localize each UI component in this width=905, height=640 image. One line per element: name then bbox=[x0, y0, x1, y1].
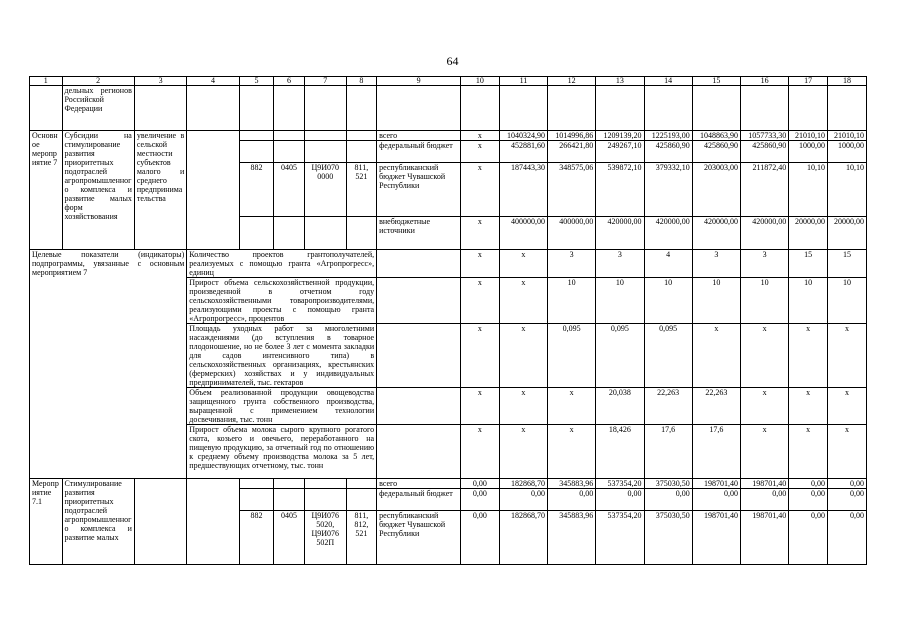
value-cell: 10 bbox=[692, 278, 740, 324]
value-cell: 3 bbox=[548, 250, 596, 278]
source-label: внебюджетные источники bbox=[377, 217, 461, 250]
value-cell: x bbox=[499, 388, 547, 425]
source-label: всего bbox=[377, 479, 461, 489]
value-cell: 0,00 bbox=[692, 489, 740, 511]
value-cell: x bbox=[740, 324, 788, 388]
value-cell: 425860,90 bbox=[740, 141, 788, 163]
header-row bbox=[30, 77, 867, 86]
value-cell: 3 bbox=[740, 250, 788, 278]
value-cell: x bbox=[461, 163, 500, 217]
value-cell: x bbox=[499, 425, 547, 479]
value-cell: 10 bbox=[596, 278, 644, 324]
value-cell: 345883,96 bbox=[548, 479, 596, 489]
code-vr: 811, 521 bbox=[346, 163, 376, 217]
value-cell: 0,00 bbox=[828, 479, 867, 489]
value-cell: 3 bbox=[596, 250, 644, 278]
value-cell: x bbox=[499, 324, 547, 388]
value-cell: x bbox=[789, 425, 828, 479]
value-cell: 203003,00 bbox=[692, 163, 740, 217]
value-cell: 0,00 bbox=[789, 511, 828, 565]
value-cell: 10,10 bbox=[789, 163, 828, 217]
value-cell: 0,095 bbox=[548, 324, 596, 388]
value-cell: 187443,30 bbox=[499, 163, 547, 217]
value-cell: 10 bbox=[644, 278, 692, 324]
table-row bbox=[30, 131, 867, 141]
event-title: Субсидии на стимулирование развития приоритетных подотраслей агропромышленного комплекса и развитие малых форм хозяйствования bbox=[62, 131, 134, 250]
value-cell: 1048863,90 bbox=[692, 131, 740, 141]
value-cell: 1000,00 bbox=[828, 141, 867, 163]
value-cell: x bbox=[548, 425, 596, 479]
value-cell: 1209139,20 bbox=[596, 131, 644, 141]
value-cell: 420000,00 bbox=[692, 217, 740, 250]
value-cell: 1057733,30 bbox=[740, 131, 788, 141]
header-cell: 6 bbox=[274, 77, 304, 86]
value-cell: 10,10 bbox=[828, 163, 867, 217]
budget-table bbox=[29, 76, 867, 565]
source-label: всего bbox=[377, 131, 461, 141]
value-cell: 0,00 bbox=[596, 489, 644, 511]
value-cell: x bbox=[461, 217, 500, 250]
value-cell: 211872,40 bbox=[740, 163, 788, 217]
header-cell: 16 bbox=[740, 77, 788, 86]
value-cell: 537354,20 bbox=[596, 479, 644, 489]
header-cell: 3 bbox=[134, 77, 186, 86]
value-cell: 10 bbox=[740, 278, 788, 324]
value-cell: 22,263 bbox=[644, 388, 692, 425]
code-rz: 0405 bbox=[274, 163, 304, 217]
value-cell: 0,00 bbox=[548, 489, 596, 511]
header-cell: 14 bbox=[644, 77, 692, 86]
value-cell: 198701,40 bbox=[740, 511, 788, 565]
value-cell: x bbox=[461, 425, 500, 479]
code-csr: Ц9И070 0000 bbox=[304, 163, 346, 217]
value-cell: 379332,10 bbox=[644, 163, 692, 217]
value-cell: x bbox=[499, 250, 547, 278]
event-goal: увеличение в сельской местности субъектов малого и среднего предпринимательства bbox=[134, 131, 186, 250]
code-csr: Ц9И076 5020, Ц9И076 502П bbox=[304, 511, 346, 565]
value-cell: 425860,90 bbox=[692, 141, 740, 163]
value-cell: 21010,10 bbox=[789, 131, 828, 141]
value-cell: 539872,10 bbox=[596, 163, 644, 217]
value-cell: x bbox=[461, 388, 500, 425]
value-cell: 0,00 bbox=[461, 511, 500, 565]
page-number: 64 bbox=[446, 54, 459, 68]
value-cell: 0,00 bbox=[461, 489, 500, 511]
header-cell: 18 bbox=[828, 77, 867, 86]
source-label: республиканский бюджет Чувашской Республики bbox=[377, 511, 461, 565]
indicator-text: Прирост объема сельскохозяйственной продукции, произведенной в отчетном году сельскохозяйственными товаропроизводителями, реализующими проекты с помощью гранта «Агропрогресс», процентов bbox=[187, 278, 377, 324]
value-cell: 22,263 bbox=[692, 388, 740, 425]
table-row bbox=[30, 86, 867, 131]
value-cell: 20000,00 bbox=[789, 217, 828, 250]
value-cell: 375030,50 bbox=[644, 511, 692, 565]
header-cell: 17 bbox=[789, 77, 828, 86]
value-cell: 400000,00 bbox=[499, 217, 547, 250]
value-cell: x bbox=[789, 324, 828, 388]
source-label: федеральный бюджет bbox=[377, 141, 461, 163]
value-cell: 0,00 bbox=[461, 479, 500, 489]
value-cell: 0,00 bbox=[644, 489, 692, 511]
event-title: Стимулирование развития приоритетных подотраслей агропромышленного комплекса и развитие малых bbox=[62, 479, 134, 565]
value-cell: 15 bbox=[789, 250, 828, 278]
value-cell: x bbox=[828, 425, 867, 479]
value-cell: 17,6 bbox=[692, 425, 740, 479]
value-cell: 10 bbox=[789, 278, 828, 324]
indicator-text: Прирост объема молока сырого крупного рогатого скота, козьего и овечьего, переработанного на пищевую продукцию, за отчетный год по отношению к среднему объему производства молока за 5 лет, предшествующих отчетному, тыс. тонн bbox=[187, 425, 377, 479]
header-cell: 9 bbox=[377, 77, 461, 86]
header-cell: 12 bbox=[548, 77, 596, 86]
value-cell: 0,00 bbox=[828, 511, 867, 565]
value-cell: x bbox=[461, 131, 500, 141]
value-cell: x bbox=[789, 388, 828, 425]
value-cell: x bbox=[548, 388, 596, 425]
event-label: Основное мероприятие 7 bbox=[30, 131, 63, 250]
indicator-text: Площадь уходных работ за многолетними насаждениями (до вступления в товарное плодоношение, но не более 3 лет с момента закладки для садов интенсивного типа) в сельскохозяйственных организациях, крестьянских (фермерских) хозяйствах и у индивидуальных предпринимателей, тыс. гектаров bbox=[187, 324, 377, 388]
value-cell: 0,00 bbox=[499, 489, 547, 511]
value-cell: x bbox=[692, 324, 740, 388]
value-cell: 182868,70 bbox=[499, 511, 547, 565]
value-cell: 452881,60 bbox=[499, 141, 547, 163]
value-cell: 4 bbox=[644, 250, 692, 278]
value-cell: x bbox=[499, 278, 547, 324]
indicator-text: Объем реализованной продукции овощеводства защищенного грунта собственного производства, выращенной с применением технологии досвечивания, тыс. тонн bbox=[187, 388, 377, 425]
source-label: федеральный бюджет bbox=[377, 489, 461, 511]
indicators-label: Целевые показатели (индикаторы) подпрограммы, увязанные с основным мероприятием 7 bbox=[30, 250, 187, 479]
value-cell: 0,095 bbox=[596, 324, 644, 388]
header-cell: 2 bbox=[62, 77, 134, 86]
value-cell: 420000,00 bbox=[644, 217, 692, 250]
value-cell: x bbox=[828, 324, 867, 388]
value-cell: 198701,40 bbox=[740, 479, 788, 489]
source-label: республиканский бюджет Чувашской Республики bbox=[377, 163, 461, 217]
value-cell: 20000,00 bbox=[828, 217, 867, 250]
code-gr: 882 bbox=[239, 511, 274, 565]
value-cell: 420000,00 bbox=[596, 217, 644, 250]
header-cell: 8 bbox=[346, 77, 376, 86]
value-cell: 10 bbox=[828, 278, 867, 324]
value-cell: 420000,00 bbox=[740, 217, 788, 250]
value-cell: x bbox=[461, 324, 500, 388]
value-cell: 0,095 bbox=[644, 324, 692, 388]
value-cell: 0,00 bbox=[740, 489, 788, 511]
header-cell: 7 bbox=[304, 77, 346, 86]
value-cell: 0,00 bbox=[789, 479, 828, 489]
table-row bbox=[30, 479, 867, 489]
indicator-row bbox=[30, 250, 867, 278]
code-rz: 0405 bbox=[274, 511, 304, 565]
value-cell: 182868,70 bbox=[499, 479, 547, 489]
code-gr: 882 bbox=[239, 163, 274, 217]
value-cell: 375030,50 bbox=[644, 479, 692, 489]
value-cell: 348575,06 bbox=[548, 163, 596, 217]
value-cell: 21010,10 bbox=[828, 131, 867, 141]
value-cell: 18,426 bbox=[596, 425, 644, 479]
header-cell: 5 bbox=[239, 77, 274, 86]
value-cell: 15 bbox=[828, 250, 867, 278]
value-cell: 266421,80 bbox=[548, 141, 596, 163]
value-cell: 1225193,00 bbox=[644, 131, 692, 141]
code-vr: 811, 812, 521 bbox=[346, 511, 376, 565]
header-cell: 4 bbox=[187, 77, 239, 86]
header-cell: 15 bbox=[692, 77, 740, 86]
value-cell: 537354,20 bbox=[596, 511, 644, 565]
value-cell: 345883,96 bbox=[548, 511, 596, 565]
value-cell: 3 bbox=[692, 250, 740, 278]
header-cell: 10 bbox=[461, 77, 500, 86]
value-cell: x bbox=[461, 141, 500, 163]
event-label: Мероприятие 7.1 bbox=[30, 479, 63, 565]
value-cell: 17,6 bbox=[644, 425, 692, 479]
value-cell: x bbox=[740, 425, 788, 479]
value-cell: 1000,00 bbox=[789, 141, 828, 163]
indicator-text: Количество проектов грантополучателей, реализуемых с помощью гранта «Агропрогресс», единиц bbox=[187, 250, 377, 278]
cell-text: дельных регионов Российской Федерации bbox=[62, 86, 134, 131]
value-cell: x bbox=[461, 278, 500, 324]
value-cell: 249267,10 bbox=[596, 141, 644, 163]
value-cell: x bbox=[828, 388, 867, 425]
value-cell: x bbox=[461, 250, 500, 278]
value-cell: 425860,90 bbox=[644, 141, 692, 163]
value-cell: 198701,40 bbox=[692, 479, 740, 489]
value-cell: 1014996,86 bbox=[548, 131, 596, 141]
value-cell: 198701,40 bbox=[692, 511, 740, 565]
value-cell: 20,038 bbox=[596, 388, 644, 425]
header-cell: 1 bbox=[30, 77, 63, 86]
header-cell: 13 bbox=[596, 77, 644, 86]
value-cell: 10 bbox=[548, 278, 596, 324]
value-cell: x bbox=[740, 388, 788, 425]
value-cell: 0,00 bbox=[828, 489, 867, 511]
value-cell: 400000,00 bbox=[548, 217, 596, 250]
value-cell: 0,00 bbox=[789, 489, 828, 511]
value-cell: 1040324,90 bbox=[499, 131, 547, 141]
header-cell: 11 bbox=[499, 77, 547, 86]
